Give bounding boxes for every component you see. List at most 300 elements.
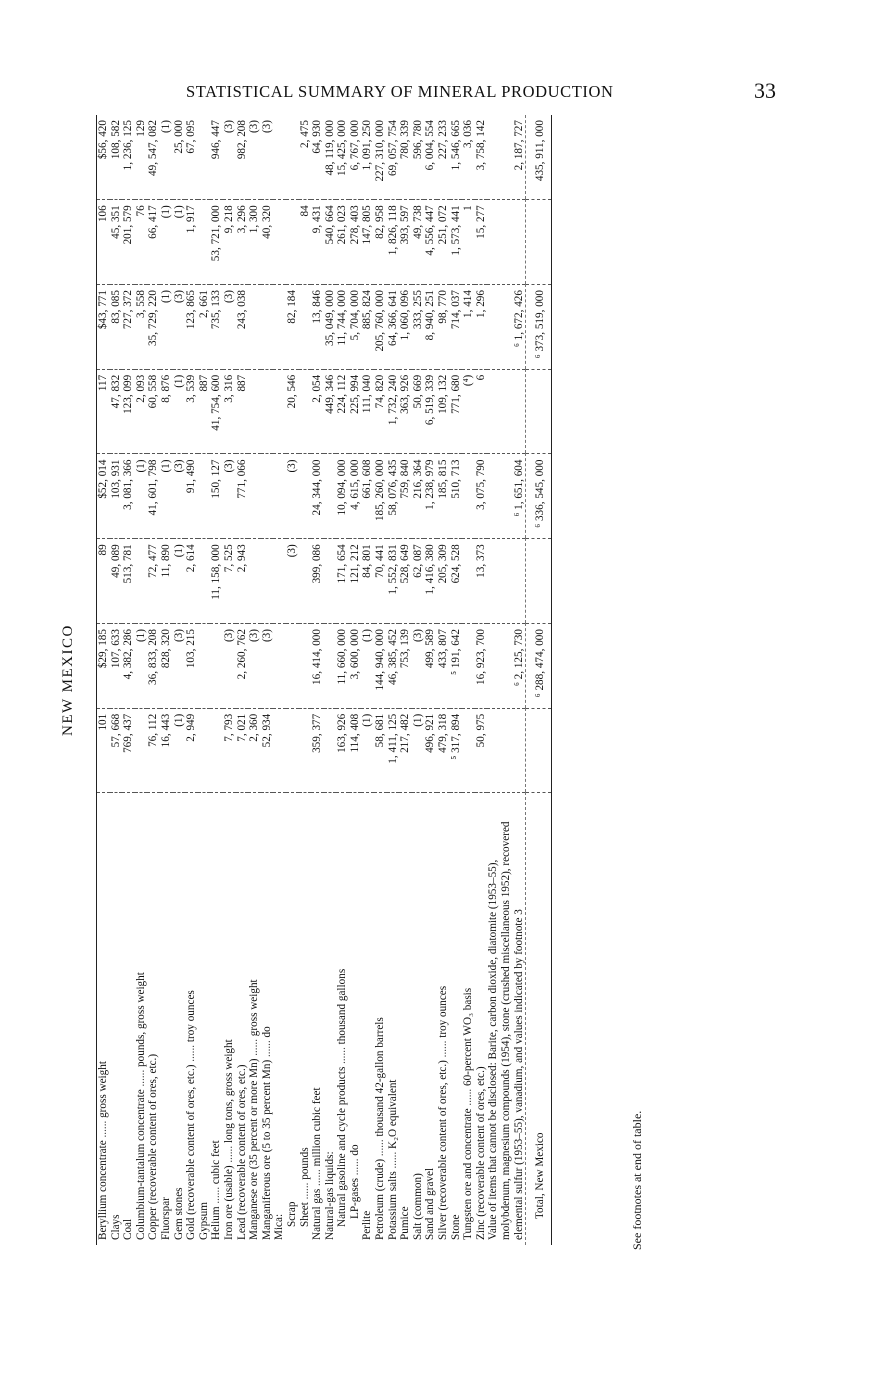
running-title: STATISTICAL SUMMARY OF MINERAL PRODUCTION bbox=[186, 82, 614, 101]
value-cell: 111, 040 bbox=[361, 369, 374, 454]
bottom-rule bbox=[551, 115, 552, 1245]
value-cell: (3) bbox=[261, 115, 274, 200]
value-cell bbox=[198, 454, 211, 539]
value-cell: (3) bbox=[261, 624, 274, 709]
value-cell: 76 bbox=[135, 200, 148, 285]
leader-dots: ...... bbox=[298, 1179, 311, 1203]
value-cell: 50, 669 bbox=[412, 369, 425, 454]
value-cell: 49, 547, 082 bbox=[147, 115, 160, 200]
row-label bbox=[185, 793, 198, 1245]
value-cell: 41, 601, 798 bbox=[147, 454, 160, 539]
unit-label: pounds, gross weight bbox=[134, 972, 147, 1067]
value-cell: 278, 403 bbox=[349, 200, 362, 285]
value-cell: (3) bbox=[412, 624, 425, 709]
value-cell: 66, 417 bbox=[147, 200, 160, 285]
value-cell: 36, 833, 208 bbox=[147, 624, 160, 709]
value-cell: 217, 482 bbox=[399, 708, 412, 793]
value-cell: 82, 184 bbox=[286, 285, 299, 370]
row-label bbox=[450, 793, 463, 1245]
value-cell: 69, 057, 754 bbox=[387, 115, 400, 200]
leader-dots: ...... bbox=[437, 1037, 450, 1061]
value-cell: 224, 112 bbox=[336, 369, 349, 454]
mineral-name: Pumice bbox=[399, 1206, 412, 1240]
table-row bbox=[462, 115, 475, 1245]
value-cell: 399, 086 bbox=[311, 539, 324, 624]
mineral-name: Natural gas bbox=[311, 1188, 324, 1240]
value-cell: 333, 255 bbox=[412, 285, 425, 370]
row-label bbox=[261, 793, 274, 1245]
value-cell: 185, 260, 000 bbox=[374, 454, 387, 539]
value-cell: 2, 475 bbox=[299, 115, 312, 200]
leader-dots: ...... bbox=[348, 1155, 361, 1178]
value-cell: 714, 037 bbox=[450, 285, 463, 370]
leader-dots: ...... bbox=[222, 1143, 235, 1166]
value-cell: 171, 654 bbox=[336, 539, 349, 624]
row-label bbox=[462, 793, 475, 1245]
value-cell: 15, 425, 000 bbox=[336, 115, 349, 200]
unit-label: thousand 42-gallon barrels bbox=[374, 1017, 387, 1137]
value-cell: 499, 589 bbox=[424, 624, 437, 709]
value-cell: 107, 633 bbox=[110, 624, 123, 709]
value-cell: 735, 133 bbox=[210, 285, 223, 370]
value-cell: 2, 614 bbox=[185, 539, 198, 624]
value-cell bbox=[273, 200, 286, 285]
value-cell: 6 bbox=[475, 369, 488, 454]
value-cell: 596, 780 bbox=[412, 115, 425, 200]
mineral-name: Natural gasoline and cycle products bbox=[336, 1066, 349, 1227]
mineral-name: Silver (recoverable content of ores, etc.) bbox=[437, 1060, 450, 1240]
value-cell: 45, 351 bbox=[110, 200, 123, 285]
row-label bbox=[487, 793, 525, 1245]
unit-label: pounds bbox=[298, 1147, 311, 1180]
value-cell: 479, 318 bbox=[437, 708, 450, 793]
value-cell: 528, 649 bbox=[399, 539, 412, 624]
value-cell bbox=[299, 369, 312, 454]
value-cell: 1, 236, 125 bbox=[122, 115, 135, 200]
value-cell: (3) bbox=[223, 624, 236, 709]
value-cell bbox=[286, 200, 299, 285]
table-row bbox=[324, 115, 337, 1245]
value-cell: 2, 943 bbox=[236, 539, 249, 624]
table-row bbox=[387, 115, 400, 1245]
value-cell: 50, 975 bbox=[475, 708, 488, 793]
mineral-name: Potassium salts bbox=[386, 1171, 399, 1240]
table-row bbox=[487, 115, 525, 1245]
value-cell: 261, 023 bbox=[336, 200, 349, 285]
row-label bbox=[424, 793, 437, 1245]
value-cell: 2, 054 bbox=[311, 369, 324, 454]
value-cell: 1, 416, 380 bbox=[424, 539, 437, 624]
value-cell: (⁴) bbox=[462, 369, 475, 454]
unit-label: thousand gallons bbox=[336, 968, 349, 1045]
mineral-name: Sand and gravel bbox=[424, 1167, 437, 1240]
value-cell: 2, 093 bbox=[135, 369, 148, 454]
row-label bbox=[210, 793, 223, 1245]
row-label bbox=[324, 793, 337, 1245]
value-cell: 5, 704, 000 bbox=[349, 285, 362, 370]
value-cell bbox=[198, 115, 211, 200]
mineral-name: Gold (recoverable content of ores, etc.) bbox=[185, 1064, 198, 1240]
value-cell: 3, 600, 000 bbox=[349, 624, 362, 709]
value-cell bbox=[324, 539, 337, 624]
value-cell: 35, 049, 000 bbox=[324, 285, 337, 370]
leader-dots: ...... bbox=[248, 1036, 261, 1059]
value-cell bbox=[273, 539, 286, 624]
value-cell: 1, 300 bbox=[248, 200, 261, 285]
row-label bbox=[437, 793, 450, 1245]
table-row bbox=[336, 115, 349, 1245]
row-label bbox=[110, 793, 123, 1245]
production-table bbox=[96, 115, 552, 1245]
table-row bbox=[273, 115, 286, 1245]
value-cell: 227, 233 bbox=[437, 115, 450, 200]
value-cell: 98, 770 bbox=[437, 285, 450, 370]
table-row bbox=[210, 115, 223, 1245]
value-cell: ⁶ 1, 651, 604 bbox=[487, 454, 525, 539]
value-cell: 101 bbox=[97, 708, 110, 793]
value-cell: 8, 940, 251 bbox=[424, 285, 437, 370]
row-label bbox=[412, 793, 425, 1245]
value-cell: 6, 519, 339 bbox=[424, 369, 437, 454]
value-cell: 47, 832 bbox=[110, 369, 123, 454]
value-cell: $52, 014 bbox=[97, 454, 110, 539]
value-cell: 72, 477 bbox=[147, 539, 160, 624]
table-row bbox=[311, 115, 324, 1245]
mineral-name: Lead (recoverable content of ores, etc.) bbox=[235, 1064, 248, 1240]
value-cell bbox=[324, 624, 337, 709]
value-cell: 393, 597 bbox=[399, 200, 412, 285]
mineral-name: Iron ore (usable) bbox=[222, 1165, 235, 1240]
value-cell bbox=[324, 454, 337, 539]
leader-dots: ...... bbox=[260, 1037, 273, 1060]
footnote: See footnotes at end of table. bbox=[630, 1110, 644, 1250]
value-cell bbox=[462, 539, 475, 624]
value-cell: 887 bbox=[236, 369, 249, 454]
mineral-name: Stone bbox=[449, 1214, 462, 1240]
value-cell: 6, 767, 000 bbox=[349, 115, 362, 200]
table-row bbox=[173, 115, 186, 1245]
page-number: 33 bbox=[754, 78, 776, 103]
value-cell: 7, 021 bbox=[236, 708, 249, 793]
value-cell: 83, 085 bbox=[110, 285, 123, 370]
value-cell: 359, 377 bbox=[311, 708, 324, 793]
value-cell: (3) bbox=[223, 454, 236, 539]
value-cell: 121, 212 bbox=[349, 539, 362, 624]
table-row bbox=[97, 115, 110, 1245]
value-cell: 496, 921 bbox=[424, 708, 437, 793]
value-cell: (1) bbox=[173, 708, 186, 793]
value-cell: 3, 758, 142 bbox=[475, 115, 488, 200]
leader-dots: ...... bbox=[134, 1066, 147, 1090]
value-cell: 82, 958 bbox=[374, 200, 387, 285]
value-cell: 1, 826, 118 bbox=[387, 200, 400, 285]
value-cell: 1, 296 bbox=[475, 285, 488, 370]
value-cell: 2, 661 bbox=[198, 285, 211, 370]
value-cell: 58, 681 bbox=[374, 708, 387, 793]
mineral-name: Tungsten ore and concentrate bbox=[462, 1108, 475, 1240]
value-cell bbox=[462, 708, 475, 793]
mineral-name: Scrap bbox=[285, 1201, 298, 1227]
table-row bbox=[286, 115, 299, 1245]
table-row bbox=[248, 115, 261, 1245]
value-cell bbox=[248, 369, 261, 454]
value-cell: 16, 443 bbox=[160, 708, 173, 793]
value-cell: 225, 994 bbox=[349, 369, 362, 454]
table-row bbox=[437, 115, 450, 1245]
table-row bbox=[349, 115, 362, 1245]
total-row bbox=[526, 115, 551, 1245]
value-cell: 67, 095 bbox=[185, 115, 198, 200]
value-cell: 1, 546, 665 bbox=[450, 115, 463, 200]
row-label bbox=[273, 793, 286, 1245]
value-cell: (1) bbox=[412, 708, 425, 793]
value-cell: 1, 060, 096 bbox=[399, 285, 412, 370]
value-cell bbox=[487, 200, 525, 285]
table-row bbox=[223, 115, 236, 1245]
total-value-cell: ⁶ 288, 474, 000 bbox=[526, 624, 551, 709]
value-cell bbox=[198, 539, 211, 624]
value-cell: 946, 447 bbox=[210, 115, 223, 200]
value-cell: 3, 036 bbox=[462, 115, 475, 200]
value-cell: 1, 411, 125 bbox=[387, 708, 400, 793]
value-cell: $29, 185 bbox=[97, 624, 110, 709]
value-cell: 114, 408 bbox=[349, 708, 362, 793]
value-cell: 7, 525 bbox=[223, 539, 236, 624]
unit-label: gross weight bbox=[97, 1061, 109, 1118]
mineral-name: Value of items that cannot be disclosed: Barite, carbon dioxide, diatomite (1953–55), molybdenum, magnesium compounds (1954), stone (crushed miscellaneous 1952), recovered elemental sulfur (1953–55), vanadium, and values indicated by footnote 3 bbox=[487, 821, 525, 1240]
value-cell: 103, 215 bbox=[185, 624, 198, 709]
mineral-name: Mica: bbox=[273, 1213, 286, 1240]
value-cell: 3, 539 bbox=[185, 369, 198, 454]
value-cell: 163, 926 bbox=[336, 708, 349, 793]
value-cell: 205, 760, 000 bbox=[374, 285, 387, 370]
value-cell: 13, 846 bbox=[311, 285, 324, 370]
value-cell bbox=[462, 454, 475, 539]
value-cell bbox=[198, 708, 211, 793]
mineral-name: Columbium-tantalum concentrate bbox=[134, 1089, 147, 1240]
mineral-name: Clays bbox=[109, 1214, 122, 1240]
value-cell: 11, 158, 000 bbox=[210, 539, 223, 624]
value-cell: 1 bbox=[462, 200, 475, 285]
value-cell: ⁶ 1, 672, 426 bbox=[487, 285, 525, 370]
total-value-cell: ⁶ 373, 519, 000 bbox=[526, 285, 551, 370]
value-cell: 3, 558 bbox=[135, 285, 148, 370]
row-label bbox=[349, 793, 362, 1245]
value-cell: (3) bbox=[248, 115, 261, 200]
unit-label: troy ounces bbox=[185, 990, 198, 1043]
unit-label: do bbox=[260, 1026, 273, 1038]
value-cell: 103, 931 bbox=[110, 454, 123, 539]
unit-label: K₂O equivalent bbox=[386, 1079, 399, 1149]
value-cell bbox=[286, 624, 299, 709]
mineral-name: Gypsum bbox=[197, 1202, 210, 1240]
leader-dots: ...... bbox=[311, 1166, 324, 1189]
value-cell: 982, 208 bbox=[236, 115, 249, 200]
value-cell: (1) bbox=[135, 624, 148, 709]
value-cell bbox=[324, 708, 337, 793]
value-cell: 74, 820 bbox=[374, 369, 387, 454]
value-cell: (1) bbox=[160, 115, 173, 200]
mineral-name: LP-gases bbox=[348, 1177, 361, 1219]
unit-label: long tons, gross weight bbox=[222, 1039, 235, 1144]
value-cell: (3) bbox=[173, 285, 186, 370]
row-label bbox=[475, 793, 488, 1245]
table-row bbox=[122, 115, 135, 1245]
row-label bbox=[286, 793, 299, 1245]
value-cell bbox=[261, 285, 274, 370]
row-label bbox=[299, 793, 312, 1245]
table-row bbox=[374, 115, 387, 1245]
mineral-name: Salt (common) bbox=[411, 1173, 424, 1240]
value-cell: 70, 441 bbox=[374, 539, 387, 624]
value-cell bbox=[273, 369, 286, 454]
leader-dots: ...... bbox=[210, 1184, 223, 1207]
total-value-cell bbox=[526, 708, 551, 793]
table-row bbox=[261, 115, 274, 1245]
state-title: NEW MEXICO bbox=[60, 624, 76, 736]
table-row bbox=[185, 115, 198, 1245]
value-cell: 48, 119, 000 bbox=[324, 115, 337, 200]
table-row bbox=[236, 115, 249, 1245]
value-cell: 57, 668 bbox=[110, 708, 123, 793]
row-label bbox=[374, 793, 387, 1245]
value-cell bbox=[273, 454, 286, 539]
value-cell: 91, 490 bbox=[185, 454, 198, 539]
value-cell: 84, 801 bbox=[361, 539, 374, 624]
value-cell: 2, 360 bbox=[248, 708, 261, 793]
value-cell: 20, 546 bbox=[286, 369, 299, 454]
value-cell: 9, 218 bbox=[223, 200, 236, 285]
value-cell: 41, 754, 600 bbox=[210, 369, 223, 454]
row-label bbox=[248, 793, 261, 1245]
unit-label: gross weight bbox=[248, 979, 261, 1037]
value-cell: 540, 664 bbox=[324, 200, 337, 285]
table-row bbox=[450, 115, 463, 1245]
value-cell: 2, 949 bbox=[185, 708, 198, 793]
value-cell bbox=[286, 115, 299, 200]
row-label bbox=[173, 793, 186, 1245]
mineral-name: Helium bbox=[210, 1206, 223, 1240]
value-cell: 8, 876 bbox=[160, 369, 173, 454]
table-row bbox=[475, 115, 488, 1245]
value-cell: 1, 414 bbox=[462, 285, 475, 370]
value-cell: (1) bbox=[135, 454, 148, 539]
value-cell: 1, 238, 979 bbox=[424, 454, 437, 539]
mineral-name: Manganiferous ore (5 to 35 percent Mn) bbox=[260, 1059, 273, 1240]
value-cell: 62, 087 bbox=[412, 539, 425, 624]
leader-dots: ...... bbox=[97, 1117, 109, 1141]
value-cell: (3) bbox=[286, 539, 299, 624]
leader-dots: ...... bbox=[386, 1148, 399, 1172]
value-cell: 10, 094, 000 bbox=[336, 454, 349, 539]
value-cell bbox=[135, 708, 148, 793]
value-cell bbox=[248, 285, 261, 370]
value-cell bbox=[135, 539, 148, 624]
total-value-cell bbox=[526, 200, 551, 285]
value-cell: 759, 840 bbox=[399, 454, 412, 539]
table-row bbox=[399, 115, 412, 1245]
value-cell: 2, 260, 762 bbox=[236, 624, 249, 709]
value-cell: 11, 744, 000 bbox=[336, 285, 349, 370]
value-cell bbox=[487, 708, 525, 793]
value-cell: 15, 277 bbox=[475, 200, 488, 285]
value-cell: 25, 000 bbox=[173, 115, 186, 200]
value-cell: 11, 890 bbox=[160, 539, 173, 624]
table-row bbox=[135, 115, 148, 1245]
row-label bbox=[147, 793, 160, 1245]
total-label: Total, New Mexico bbox=[534, 1132, 547, 1219]
total-value-cell: ⁶ 336, 545, 000 bbox=[526, 454, 551, 539]
value-cell bbox=[210, 708, 223, 793]
value-cell bbox=[299, 708, 312, 793]
unit-label: cubic feet bbox=[210, 1140, 223, 1185]
value-cell: 1, 573, 441 bbox=[450, 200, 463, 285]
value-cell bbox=[273, 115, 286, 200]
value-cell: (1) bbox=[160, 200, 173, 285]
value-cell: (1) bbox=[173, 539, 186, 624]
value-cell: 7, 793 bbox=[223, 708, 236, 793]
value-cell: 129 bbox=[135, 115, 148, 200]
row-label bbox=[160, 793, 173, 1245]
value-cell: 828, 320 bbox=[160, 624, 173, 709]
value-cell: ⁵ 191, 642 bbox=[450, 624, 463, 709]
value-cell: (3) bbox=[286, 454, 299, 539]
value-cell bbox=[299, 454, 312, 539]
row-label bbox=[361, 793, 374, 1245]
table-row bbox=[160, 115, 173, 1245]
value-cell: 150, 127 bbox=[210, 454, 223, 539]
value-cell: 49, 089 bbox=[110, 539, 123, 624]
value-cell: 40, 320 bbox=[261, 200, 274, 285]
value-cell: 144, 940, 000 bbox=[374, 624, 387, 709]
value-cell: 3, 081, 366 bbox=[122, 454, 135, 539]
mineral-name: Petroleum (crude) bbox=[374, 1158, 387, 1240]
unit-label: million cubic feet bbox=[311, 1087, 324, 1167]
value-cell: 1, 917 bbox=[185, 200, 198, 285]
value-cell: (3) bbox=[248, 624, 261, 709]
row-label bbox=[236, 793, 249, 1245]
unit-label: do bbox=[348, 1144, 361, 1156]
value-cell: 513, 781 bbox=[122, 539, 135, 624]
value-cell: $43, 771 bbox=[97, 285, 110, 370]
value-cell: ⁵ 317, 894 bbox=[450, 708, 463, 793]
value-cell bbox=[273, 624, 286, 709]
value-cell bbox=[286, 708, 299, 793]
table-row bbox=[361, 115, 374, 1245]
value-cell: 3, 316 bbox=[223, 369, 236, 454]
value-cell bbox=[273, 285, 286, 370]
value-cell bbox=[198, 200, 211, 285]
value-cell: 771, 066 bbox=[236, 454, 249, 539]
table-row bbox=[424, 115, 437, 1245]
value-cell: (1) bbox=[160, 454, 173, 539]
value-cell: 753, 139 bbox=[399, 624, 412, 709]
table-row bbox=[198, 115, 211, 1245]
value-cell: 16, 923, 700 bbox=[475, 624, 488, 709]
value-cell: 108, 582 bbox=[110, 115, 123, 200]
value-cell: 76, 112 bbox=[147, 708, 160, 793]
value-cell: 201, 579 bbox=[122, 200, 135, 285]
value-cell: 771, 680 bbox=[450, 369, 463, 454]
mineral-name: Zinc (recoverable content of ores, etc.) bbox=[474, 1066, 487, 1240]
value-cell: 64, 366, 641 bbox=[387, 285, 400, 370]
value-cell: 46, 385, 452 bbox=[387, 624, 400, 709]
value-cell: 769, 437 bbox=[122, 708, 135, 793]
mineral-name: Beryllium concentrate bbox=[97, 1140, 109, 1240]
mineral-name: Gem stones bbox=[172, 1187, 185, 1240]
leader-dots: ...... bbox=[185, 1042, 198, 1065]
value-cell: (1) bbox=[173, 200, 186, 285]
